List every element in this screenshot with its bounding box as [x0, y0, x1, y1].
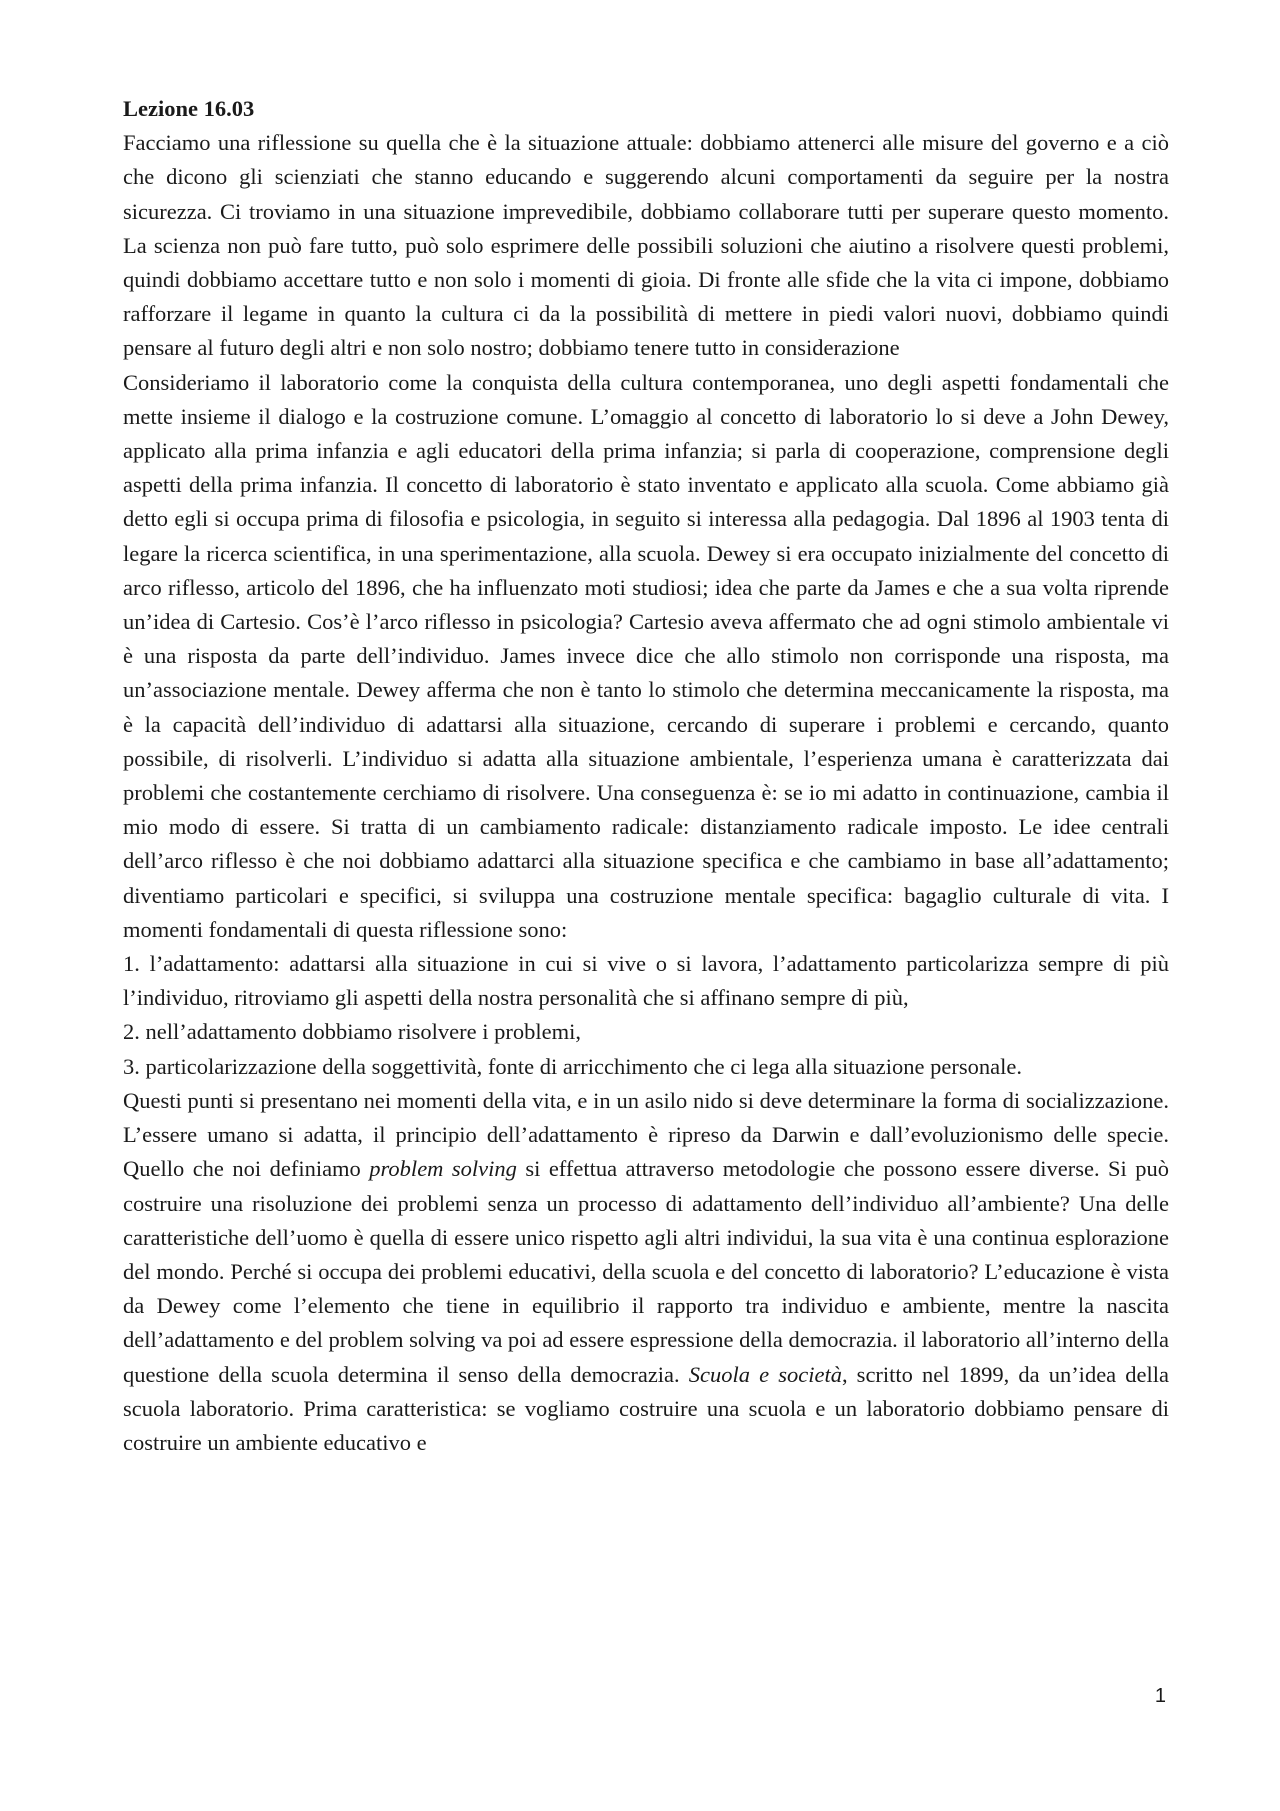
closing-text-1: Questi punti si presentano nei momenti della vita, e in un asilo nido si deve determinare la forma di socializzazione. L’essere umano si adatta, il principio dell’adattamento è ripreso da Darwin e dall’evoluzionismo delle specie. Quello che noi definiamo	[123, 1087, 1169, 1182]
list-item-soggettivita: 3. particolarizzazione della soggettività, fonte di arricchimento che ci lega alla situazione personale.	[123, 1053, 1022, 1079]
closing-italic-problem-solving: problem solving	[369, 1156, 517, 1182]
closing-text-2: si effettua attraverso metodologie che possono essere diverse. Si può costruire una risoluzione dei problemi senza un processo di adattamento dell’individuo all’ambiente? Una delle caratteristiche dell’uomo è quella di essere unico rispetto agli altri individui, la sua vita è una continua esplorazione del mondo. Perché si occupa dei problemi educativi, della scuola e del concetto di laboratorio? L’educazione è vista da Dewey come l’elemento che tiene in equilibrio il rapporto tra individuo e ambiente, mentre la nascita dell’adattamento e del problem solving va poi ad essere espressione della democrazia. il laboratorio all’interno della questione della scuola determina il senso della democrazia.	[123, 1156, 1170, 1387]
lesson-title: Lezione 16.03	[123, 96, 255, 121]
list-item-problemi: 2. nell’adattamento dobbiamo risolvere i problemi,	[123, 1019, 581, 1045]
paragraph-closing	[123, 1084, 1169, 1460]
page-content	[123, 92, 1169, 1460]
paragraph-intro: Facciamo una riflessione su quella che è la situazione attuale: dobbiamo attenerci alle misure del governo e a ciò che dicono gli scienziati che stanno educando e suggerendo alcuni comportamenti da seguire per la nostra sicurezza. Ci troviamo in una situazione imprevedibile, dobbiamo collaborare tutti per superare questo momento. La scienza non può fare tutto, può solo esprimere delle possibili soluzioni che aiutino a risolvere questi problemi, quindi dobbiamo accettare tutto e non solo i momenti di gioia. Di fronte alle sfide che la vita ci impone, dobbiamo rafforzare il legame in quanto la cultura ci da la possibilità di mettere in piedi valori nuovi, dobbiamo quindi pensare al futuro degli altri e non solo nostro; dobbiamo tenere tutto in considerazione	[123, 130, 1169, 361]
closing-text-3: , scritto nel 1899, da un’idea della scuola laboratorio. Prima caratteristica: se vogliamo costruire una scuola e un laboratorio dobbiamo pensare di costruire un ambiente educativo e	[123, 1361, 1169, 1455]
list-item-adattamento: 1. l’adattamento: adattarsi alla situazione in cui si vive o si lavora, l’adattamento particolarizza sempre di più l’individuo, ritroviamo gli aspetti della nostra personalità che si affinano sempre di più,	[123, 951, 1169, 1011]
page-number: 1	[1154, 1685, 1166, 1707]
closing-italic-book-title: Scuola e società	[688, 1361, 842, 1387]
paragraph-laboratorio: Consideriamo il laboratorio come la conquista della cultura contemporanea, uno degli aspetti fondamentali che mette insieme il dialogo e la costruzione comune. L’omaggio al concetto di laboratorio lo si deve a John Dewey, applicato alla prima infanzia e agli educatori della prima infanzia; si parla di cooperazione, comprensione degli aspetti della prima infanzia. Il concetto di laboratorio è stato inventato e applicato alla scuola. Come abbiamo già detto egli si occupa prima di filosofia e psicologia, in seguito si interessa alla pedagogia. Dal 1896 al 1903 tenta di legare la ricerca scientifica, in una sperimentazione, alla scuola. Dewey si era occupato inizialmente del concetto di arco riflesso, articolo del 1896, che ha influenzato moti studiosi; idea che parte da James e che a sua volta riprende un’idea di Cartesio. Cos’è l’arco riflesso in psicologia? Cartesio aveva affermato che ad ogni stimolo ambientale vi è una risposta da parte dell’individuo. James invece dice che allo stimolo non corrisponde una risposta, ma un’associazione mentale. Dewey afferma che non è tanto lo stimolo che determina meccanicamente la risposta, ma è la capacità dell’individuo di adattarsi alla situazione, cercando di superare i problemi e cercando, quanto possibile, di risolverli. L’individuo si adatta alla situazione ambientale, l’esperienza umana è caratterizzata dai problemi che costantemente cerchiamo di risolvere. Una conseguenza è: se io mi adatto in continuazione, cambia il mio modo di essere. Si tratta di un cambiamento radicale: distanziamento radicale imposto. Le idee centrali dell’arco riflesso è che noi dobbiamo adattarci alla situazione specifica e che cambiamo in base all’adattamento; diventiamo particolari e specifici, si sviluppa una costruzione mentale specifica: bagaglio culturale di vita. I momenti fondamentali di questa riflessione sono:	[123, 369, 1169, 942]
